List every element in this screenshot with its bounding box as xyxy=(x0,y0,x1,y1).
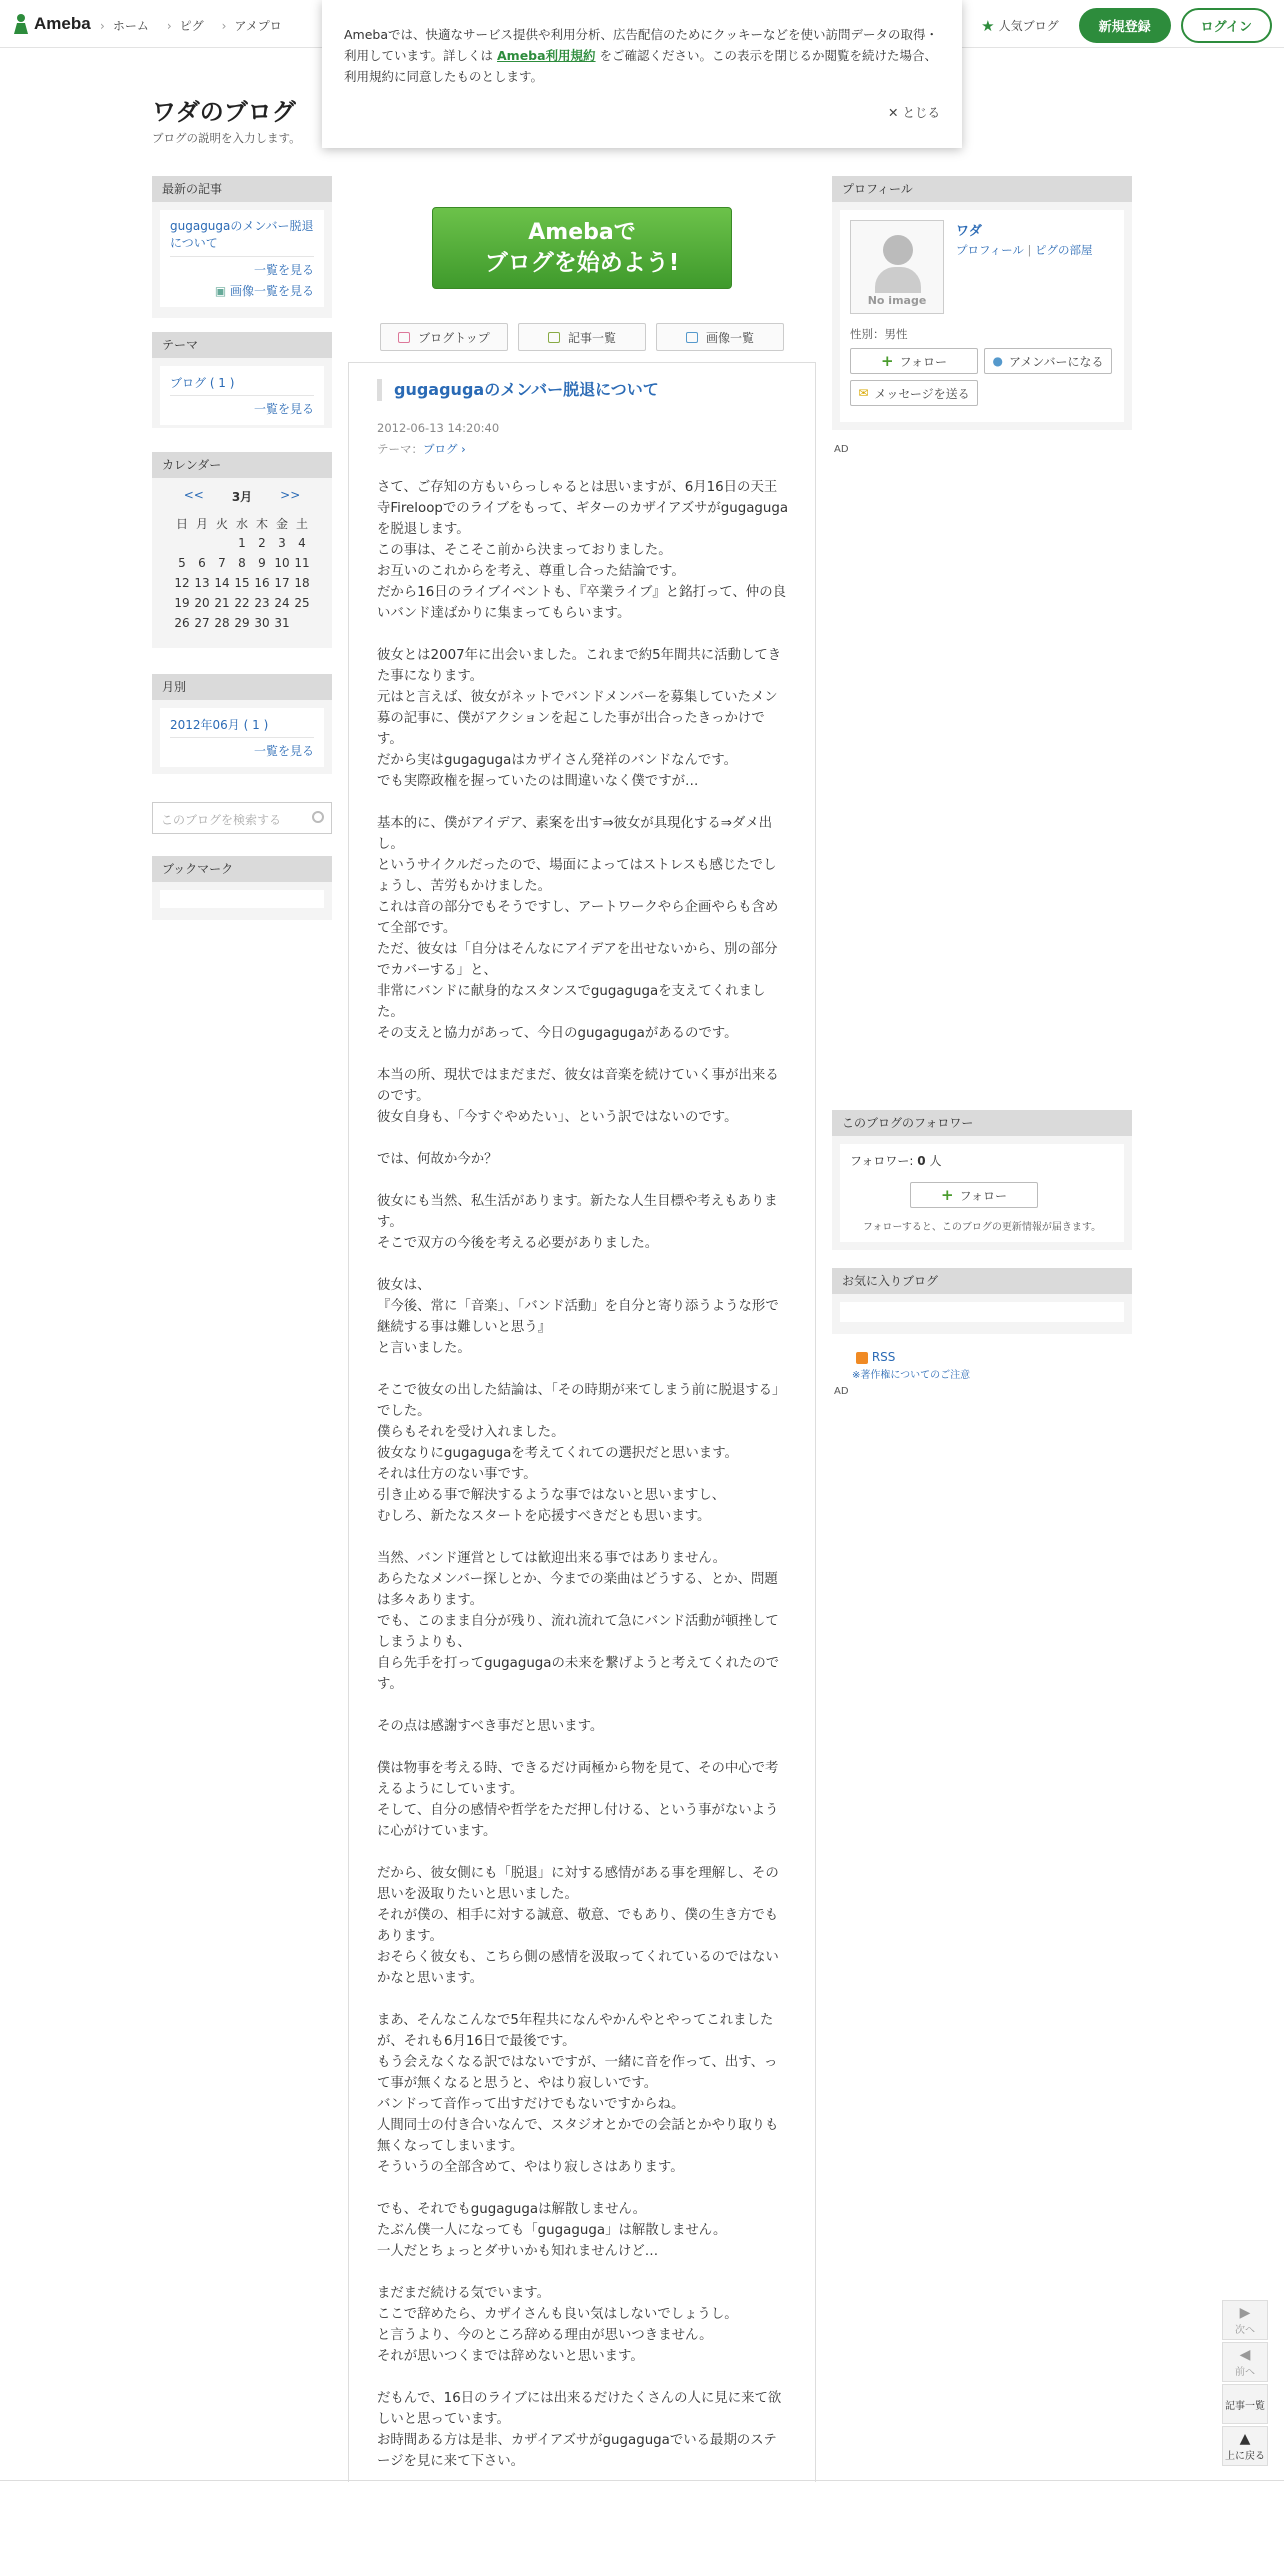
article-paragraph: 彼女は、 xyxy=(377,1278,431,1293)
banner-line-1: Amebaで xyxy=(528,220,636,245)
article-paragraph: お互いのこれからを考え、尊重し合った結論です。 xyxy=(377,564,685,579)
article-paragraph: そういうの全部含めて、やはり寂しさはあります。 xyxy=(377,2160,684,2175)
camera-icon xyxy=(686,332,698,343)
weekday: 木 xyxy=(255,516,268,531)
calendar-month: 3月 xyxy=(231,490,253,504)
article-list-button[interactable] xyxy=(1222,2384,1268,2424)
monthly-more-link[interactable]: 一覧を見る xyxy=(253,744,314,758)
article-paragraph xyxy=(377,1128,789,1149)
tab-blog-top-label: ブログトップ xyxy=(418,330,490,345)
article-paragraph: 当然、バンド運営としては歓迎出来る事ではありません。 xyxy=(377,1551,726,1566)
article-paragraph: と言うより、今のところ辞める理由が思いつきません。 xyxy=(377,2328,713,2343)
article-paragraph: そして、自分の感情や哲学をただ押し付ける、という事がないように心がけています。 xyxy=(377,1803,779,1839)
follow-label-2: フォロー xyxy=(959,1188,1007,1203)
image-icon: ▣ xyxy=(214,284,227,298)
global-nav xyxy=(100,17,282,34)
calendar-day: 29 xyxy=(234,616,250,630)
calendar-day: 13 xyxy=(194,576,210,590)
article-paragraph: 僕らもそれを受け入れました。 xyxy=(377,1425,565,1440)
rss-label: RSS xyxy=(871,1350,896,1364)
profile-link[interactable]: プロフィール xyxy=(956,243,1024,257)
recent-posts-heading: 最新の記事 xyxy=(152,176,332,202)
calendar-day: 11 xyxy=(294,556,310,570)
calendar-day: 8 xyxy=(238,556,246,570)
calendar-day: 10 xyxy=(274,556,290,570)
article xyxy=(348,362,816,2482)
recent-images-link[interactable] xyxy=(170,282,314,299)
follow-button[interactable] xyxy=(850,348,978,374)
article-paragraph: ここで辞めたら、カザイさんも良い気はしないでしょうし。 xyxy=(377,2307,738,2322)
banner-line-2: ブログを始めよう! xyxy=(484,250,680,276)
article-paragraph: だから16日のライブイベントも、『卒業ライブ』と銘打って、仲の良いバンド達ばかりに集まってもらいます。 xyxy=(377,585,786,621)
article-paragraph: その点は感謝すべき事だと思います。 xyxy=(377,1719,604,1734)
article-paragraph: それが思いつくまでは辞めないと思います。 xyxy=(377,2349,644,2364)
calendar-day: 2 xyxy=(258,536,266,550)
followers-body xyxy=(840,1144,1124,1242)
profile-body xyxy=(840,210,1124,422)
rss-link[interactable] xyxy=(856,1350,895,1364)
article-paragraph xyxy=(377,624,789,645)
pig-room-link[interactable]: ピグの部屋 xyxy=(1035,243,1093,257)
bookmark-box xyxy=(152,856,332,920)
article-paragraph: まだまだ続ける気でいます。 xyxy=(377,2286,551,2301)
article-list-label: 記事一覧 xyxy=(1225,2401,1265,2412)
cookie-text-1: Amebaでは、快適なサービス提供や利用分析、広告配信のためにクッキーなどを使い訪問データの取得・利用しています。詳しくは xyxy=(344,27,939,63)
article-paragraph xyxy=(377,1989,789,2010)
calendar-day: 4 xyxy=(298,536,306,550)
calendar-day: 15 xyxy=(234,576,250,590)
article-paragraph: 一人だとちょっとダサいかも知れませんけど… xyxy=(377,2244,659,2259)
calendar-week xyxy=(172,613,312,633)
article-paragraph: もう会えなくなる訳ではないですが、一緒に音を作って、出す、って事が無くなると思うと、やはり寂しいです。 xyxy=(377,2055,778,2091)
calendar-day: 14 xyxy=(214,576,230,590)
article-paragraph xyxy=(377,2262,789,2283)
avatar[interactable] xyxy=(850,220,944,314)
footer-divider xyxy=(0,2480,1284,2481)
tab-image-list[interactable] xyxy=(656,323,784,351)
recent-more-link[interactable]: 一覧を見る xyxy=(253,263,314,277)
terms-link[interactable]: Ameba利用規約 xyxy=(497,48,596,63)
ameba-logo-icon xyxy=(12,13,30,35)
calendar-prev[interactable]: << xyxy=(183,488,204,502)
blog-tabs xyxy=(380,323,784,351)
header-actions xyxy=(981,8,1272,43)
article-paragraph: あらたなメンバー探しとか、今までの楽曲はどうする、とか、問題は多々あります。 xyxy=(377,1572,778,1608)
cookie-close-label: とじる xyxy=(902,105,940,120)
prev-article-button[interactable] xyxy=(1222,2342,1268,2382)
article-paragraph: でも、それでもgugagugaは解散しません。 xyxy=(377,2202,647,2217)
calendar-day xyxy=(212,533,232,553)
calendar-day: 1 xyxy=(238,536,246,550)
nav-pig[interactable]: › ピグ xyxy=(167,17,204,34)
article-paragraph: 彼女にも当然、私生活があります。新たな人生目標や考えもあります。 xyxy=(377,1194,778,1230)
article-paragraph: というサイクルだったので、場面によってはストレスも感じたでしょうし、苦労もかけました。 xyxy=(377,858,777,894)
article-paragraph: 自ら先手を打ってgugagugaの未来を繋げようと考えてくれたのです。 xyxy=(377,1656,780,1692)
plus-icon: + xyxy=(881,352,894,370)
article-paragraph xyxy=(377,2178,789,2199)
article-paragraph: むしろ、新たなスタートを応援すべきだとも思います。 xyxy=(377,1509,711,1524)
article-paragraph xyxy=(377,1044,789,1065)
favorite-blogs-body xyxy=(840,1302,1124,1322)
article-paragraph: だから実はgugagugaはカザイさん発祥のバンドなんです。 xyxy=(377,753,737,768)
cookie-notice xyxy=(322,0,962,148)
recent-posts-body xyxy=(160,210,324,307)
start-blog-banner[interactable] xyxy=(432,207,732,289)
article-paragraph: それが僕の、相手に対する誠意、敬意、でもあり、僕の生き方でもあります。 xyxy=(377,1908,779,1944)
calendar-body xyxy=(152,478,332,633)
calendar-table xyxy=(172,513,312,633)
profile-heading: プロフィール xyxy=(832,176,1132,202)
article-paragraph: でも、このまま自分が残り、流れ流れて急にバンド活動が頓挫してしまうよりも、 xyxy=(377,1614,779,1650)
calendar-day: 31 xyxy=(274,616,290,630)
article-theme xyxy=(377,441,466,457)
article-theme-link[interactable]: ブログ xyxy=(423,442,458,456)
amember-icon: ● xyxy=(992,354,1004,368)
article-paragraph: 基本的に、僕がアイデア、素案を出す⇒彼女が具現化する⇒ダメ出し。 xyxy=(377,816,773,852)
article-paragraph: だから、彼女側にも「脱退」に対する感情がある事を理解し、その思いを汲取りたいと思いました。 xyxy=(377,1866,779,1902)
article-paragraph xyxy=(377,1695,789,1716)
amember-label: アメンバーになる xyxy=(1009,354,1104,369)
article-paragraph: 彼女なりにgugagugaを考えてくれての選択だと思います。 xyxy=(377,1446,738,1461)
followers-count xyxy=(850,1152,1114,1169)
article-paragraph: お時間ある方は是非、カザイアズサがgugagugaでいる最期のステージを見に来て下さい。 xyxy=(377,2433,777,2469)
calendar-day: 30 xyxy=(254,616,270,630)
article-paragraph: 元はと言えば、彼女がネットでバンドメンバーを募集していたメン募の記事に、僕がアクションを起こした事が出合ったきっかけです。 xyxy=(377,690,778,747)
calendar-day: 12 xyxy=(174,576,190,590)
theme-label: テーマ： xyxy=(377,442,423,456)
send-message-button[interactable] xyxy=(850,380,978,406)
calendar-day xyxy=(172,533,192,553)
next-article-button[interactable] xyxy=(1222,2300,1268,2340)
cookie-close-button[interactable] xyxy=(888,102,940,123)
article-paragraph: 彼女とは2007年に出会いました。これまで約5年間共に活動してきた事になります。 xyxy=(377,648,782,684)
article-paragraph xyxy=(377,1359,789,1380)
calendar-week xyxy=(172,553,312,573)
article-paragraph: その支えと協力があって、今日のgugagugaがあるのです。 xyxy=(377,1026,738,1041)
profile-links: プロフィール | ピグの部屋 xyxy=(956,243,1093,257)
tab-blog-top[interactable] xyxy=(380,323,508,351)
search-placeholder: このブログを検索する xyxy=(161,813,282,827)
close-icon: ✕ xyxy=(888,105,899,120)
prev-label: 前へ xyxy=(1235,2367,1255,2378)
weekday: 火 xyxy=(215,516,228,531)
avatar-body xyxy=(875,267,921,293)
send-message-label: メッセージを送る xyxy=(874,386,970,401)
weekday: 土 xyxy=(295,516,308,531)
calendar-day: 18 xyxy=(294,576,310,590)
article-paragraph: 『今後、常に「音楽」、「バンド活動」を自分と寄り添うような形で継続する事は難しいと思う』 xyxy=(377,1299,779,1335)
register-button[interactable]: 新規登録 xyxy=(1079,8,1171,43)
article-paragraph: でも実際政権を握っていたのは間違いなく僕ですが… xyxy=(377,774,699,789)
monthly-body xyxy=(160,708,324,767)
article-paragraph xyxy=(377,1254,789,1275)
blog-description: ブログの説明を入力します。 xyxy=(152,131,301,145)
article-paragraph xyxy=(377,792,789,813)
popular-blog-link[interactable] xyxy=(981,17,1058,35)
calendar-day xyxy=(292,613,312,633)
calendar-next[interactable]: >> xyxy=(280,488,301,502)
calendar-day: 22 xyxy=(234,596,250,610)
followers-heading: このブログのフォロワー xyxy=(832,1110,1132,1136)
calendar-day: 24 xyxy=(274,596,290,610)
arrow-up-icon: ▲ xyxy=(1239,2431,1251,2447)
calendar-day: 17 xyxy=(274,576,290,590)
article-paragraph: たぶん僕一人になっても「gugaguga」は解散しません。 xyxy=(377,2223,727,2238)
ameba-logo[interactable] xyxy=(12,13,91,35)
popular-blog-label: 人気ブログ xyxy=(998,19,1059,33)
calendar-day: 28 xyxy=(214,616,230,630)
favorite-blogs-box xyxy=(832,1268,1132,1334)
profile-box xyxy=(832,176,1132,430)
recent-images-label: 画像一覧を見る xyxy=(229,284,314,298)
back-to-top-button[interactable] xyxy=(1222,2426,1268,2466)
tab-article-list-label: 記事一覧 xyxy=(567,330,616,345)
weekday: 月 xyxy=(195,516,208,531)
no-image-label: No image xyxy=(867,294,927,307)
article-paragraph: 引き止める事で解決するような事ではないと思いますし、 xyxy=(377,1488,726,1503)
article-paragraph: と言いました。 xyxy=(377,1341,471,1356)
article-paragraph: バンドって音作って出すだけでもないですからね。 xyxy=(377,2097,685,2112)
calendar-day: 16 xyxy=(254,576,270,590)
followers-label: フォロワー: xyxy=(850,1154,914,1168)
article-paragraph: ただ、彼女は「自分はそんなにアイデアを出せないから、別の部分でカバーする」と、 xyxy=(377,942,778,978)
calendar-day: 5 xyxy=(178,556,186,570)
followers-number: 0 xyxy=(917,1154,926,1168)
home-icon xyxy=(398,332,410,343)
theme-link[interactable]: ブログ ( 1 ) xyxy=(170,376,235,390)
calendar-day: 27 xyxy=(194,616,210,630)
article-paragraph xyxy=(377,1527,789,1548)
tab-article-list[interactable] xyxy=(518,323,646,351)
amember-button[interactable] xyxy=(984,348,1112,374)
calendar-week xyxy=(172,593,312,613)
calendar-box xyxy=(152,452,332,648)
article-body xyxy=(377,477,789,2472)
logo-text: Ameba xyxy=(34,14,91,33)
calendar-day: 21 xyxy=(214,596,230,610)
avatar-head xyxy=(883,235,913,265)
weekday: 日 xyxy=(175,516,188,531)
floating-nav xyxy=(1222,2300,1268,2468)
article-paragraph: これは音の部分でもそうですし、アートワークやら企画やらも含めて全部です。 xyxy=(377,900,779,936)
blog-search-input[interactable] xyxy=(152,802,332,834)
article-paragraph: この事は、そこそこ前から決まっておりました。 xyxy=(377,543,672,558)
monthly-heading: 月別 xyxy=(152,674,332,700)
article-paragraph xyxy=(377,1842,789,1863)
calendar-day: 3 xyxy=(278,536,286,550)
weekday: 水 xyxy=(235,516,248,531)
calendar-weekdays xyxy=(172,513,312,533)
monthly-box xyxy=(152,674,332,774)
theme-box xyxy=(152,332,332,428)
calendar-day: 9 xyxy=(258,556,266,570)
calendar-heading: カレンダー xyxy=(152,452,332,478)
star-icon: ★ xyxy=(981,16,995,35)
cookie-text-2: をご確認ください。この表示を閉じるか閲覧を続けた場合、利用規約に同意したものとします。 xyxy=(344,48,938,84)
follow-button-2[interactable] xyxy=(910,1182,1038,1208)
copyright-notice-link[interactable]: ※著作権についてのご注意 xyxy=(852,1370,971,1381)
blog-title[interactable]: ワダのブログ xyxy=(152,98,296,126)
article-paragraph xyxy=(377,1737,789,1758)
recent-post-link[interactable]: gugagugaのメンバー脱退について xyxy=(170,219,314,250)
favorite-blogs-heading: お気に入りブログ xyxy=(832,1268,1132,1294)
calendar-week xyxy=(172,533,312,553)
article-paragraph: そこで彼女の出した結論は、「その時期が来てしまう前に脱退する」でした。 xyxy=(377,1383,786,1419)
article-paragraph: 本当の所、現状ではまだまだ、彼女は音楽を続けていく事が出来るのです。 xyxy=(377,1068,779,1104)
article-title[interactable]: gugagugaのメンバー脱退について xyxy=(377,379,659,401)
article-paragraph: だもんで、16日のライブには出来るだけたくさんの人に見に来て欲しいと思っています。 xyxy=(377,2391,782,2427)
calendar-nav xyxy=(152,488,332,505)
article-paragraph: では、何故か今か？ xyxy=(377,1152,498,1167)
calendar-day: 7 xyxy=(218,556,226,570)
calendar-day xyxy=(192,533,212,553)
calendar-day: 6 xyxy=(198,556,206,570)
chevron-right-icon: › xyxy=(457,442,466,456)
calendar-day: 25 xyxy=(294,596,310,610)
rss-icon xyxy=(856,1352,868,1364)
bookmark-body xyxy=(160,890,324,908)
article-paragraph: 彼女自身も、「今すぐやめたい」、という訳ではないのです。 xyxy=(377,1110,738,1125)
back-to-top-label: 上に戻る xyxy=(1225,2451,1265,2462)
login-button[interactable]: ログイン xyxy=(1181,8,1272,43)
article-paragraph: おそらく彼女も、こちら側の感情を汲取ってくれているのではないかなと思います。 xyxy=(377,1950,779,1986)
article-paragraph xyxy=(377,1170,789,1191)
ad-label-2: AD xyxy=(834,1386,849,1397)
recent-posts-box xyxy=(152,176,332,318)
profile-name[interactable]: ワダ xyxy=(956,224,982,239)
arrow-right-icon: ▶ xyxy=(1239,2305,1251,2321)
followers-unit: 人 xyxy=(929,1154,942,1168)
tab-image-list-label: 画像一覧 xyxy=(705,330,754,345)
article-paragraph xyxy=(377,2367,789,2388)
weekday: 金 xyxy=(275,516,288,531)
list-icon xyxy=(548,332,560,343)
bookmark-heading: ブックマーク xyxy=(152,856,332,882)
envelope-icon: ✉ xyxy=(858,386,869,400)
theme-more-link[interactable]: 一覧を見る xyxy=(253,402,314,416)
next-label: 次へ xyxy=(1235,2325,1255,2336)
article-paragraph: 人間同士の付き合いなんで、スタジオとかでの会話とかやり取りも無くなってしまいます。 xyxy=(377,2118,779,2154)
calendar-week xyxy=(172,573,312,593)
ad-label: AD xyxy=(834,444,849,455)
calendar-day: 23 xyxy=(254,596,270,610)
nav-amepro[interactable]: › アメプロ xyxy=(222,17,282,34)
article-paragraph: それは仕方のない事です。 xyxy=(377,1467,537,1482)
arrow-left-icon: ◀ xyxy=(1239,2347,1251,2363)
article-paragraph: まあ、そんなこんなで5年程共になんやかんやとやってこれましたが、それも6月16日で最後です。 xyxy=(377,2013,774,2049)
article-paragraph: 非常にバンドに献身的なスタンスでgugagugaを支えてくれました。 xyxy=(377,984,766,1020)
article-paragraph: さて、ご存知の方もいらっしゃるとは思いますが、6月16日の天王寺Fireloopでのライブをもって、ギターのカザイアズサがgugagugaを脱退します。 xyxy=(377,480,789,537)
calendar-day: 20 xyxy=(194,596,210,610)
article-date: 2012-06-13 14:20:40 xyxy=(377,421,500,435)
followers-box xyxy=(832,1110,1132,1250)
theme-heading: テーマ xyxy=(152,332,332,358)
nav-home[interactable]: › ホーム xyxy=(100,17,149,34)
monthly-link[interactable]: 2012年06月 ( 1 ) xyxy=(170,718,269,732)
calendar-day: 19 xyxy=(174,596,190,610)
follow-label: フォロー xyxy=(899,354,947,369)
search-icon xyxy=(312,811,324,823)
theme-body xyxy=(160,366,324,425)
article-paragraph: 僕は物事を考える時、できるだけ両極から物を見て、その中心で考えるようにしています。 xyxy=(377,1761,779,1797)
article-paragraph: そこで双方の今後を考える必要がありました。 xyxy=(377,1236,659,1251)
plus-icon: + xyxy=(941,1186,954,1204)
follow-note: フォローすると、このブログの更新情報が届きます。 xyxy=(862,1222,1102,1233)
calendar-day: 26 xyxy=(174,616,190,630)
profile-gender: 性別：男性 xyxy=(850,327,908,341)
